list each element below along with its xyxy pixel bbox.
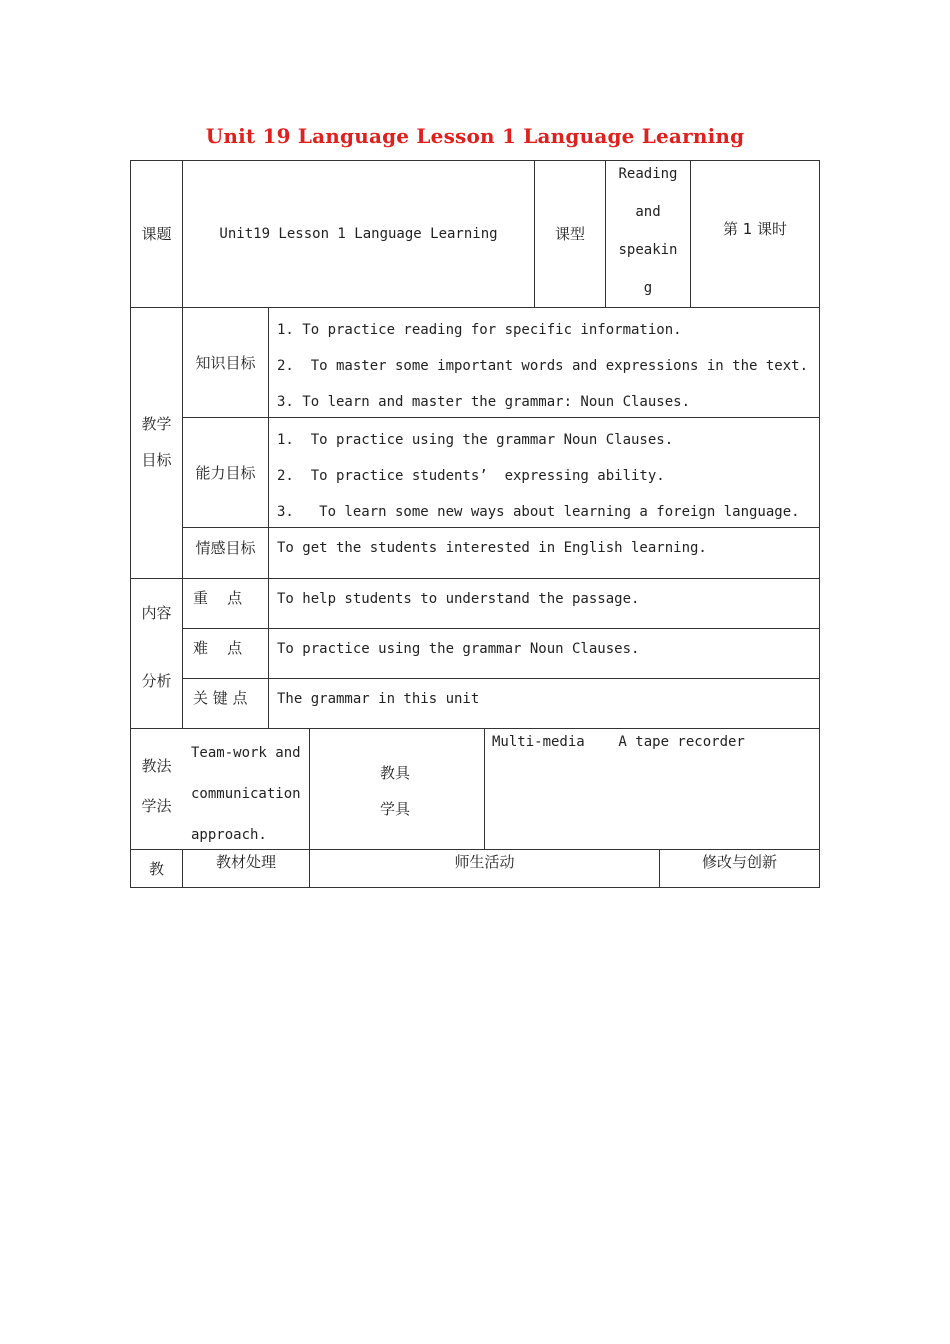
knowledge-objective-label: 知识目标 [195,353,256,372]
lesson-type-line: g [643,280,653,296]
list-item: 3. To learn some new ways about learning a foreign language. [277,504,800,520]
tools-label-line: 学具 [380,800,411,818]
methods-text [191,733,309,856]
crucial-point-label: 关 键 点 [193,689,248,707]
column-revision-innovation: 修改与创新 [701,853,777,871]
list-item: 2. To master some important words and expressions in the text. [277,358,809,374]
column-teacher-student-activity: 师生活动 [454,853,515,871]
period-label: 第 1 课时 [722,220,788,238]
lesson-type-label: 课型 [554,225,585,243]
crucial-point-text: The grammar in this unit [277,691,480,707]
methods-line: communication [191,786,301,802]
methods-label-line: 教法 [141,757,172,775]
emotion-objective-label: 情感目标 [195,539,256,557]
list-item: 1. To practice using the grammar Noun Clauses. [277,432,674,448]
topic-value: Unit19 Lesson 1 Language Learning [219,226,498,242]
emotion-objective-text: To get the students interested in English learning. [277,540,707,556]
difficult-point-text: To practice using the grammar Noun Clauses. [277,641,640,657]
methods-label-line: 学法 [141,797,172,815]
key-point-label: 重 点 [193,589,243,607]
objectives-label-line: 目标 [141,451,172,469]
content-analysis-label-line: 内容 [141,604,172,622]
methods-group-label [131,746,182,826]
list-item: 1. To practice reading for specific information. [277,322,682,338]
list-item: 3. To learn and master the grammar: Noun Clauses. [277,394,691,410]
tools-text: Multi-media A tape recorder [492,734,745,750]
column-material-processing: 教材处理 [215,853,276,871]
lesson-type-value [606,164,690,304]
methods-line: approach. [191,827,267,843]
content-analysis-group-label [131,597,182,697]
lesson-type-line: speakin [618,242,678,258]
lesson-type-line: and [635,204,661,220]
tools-label-line: 教具 [380,764,411,782]
last-row-label: 教 [148,860,164,878]
lesson-type-line: Reading [618,166,678,182]
ability-objective-list [277,422,817,530]
objectives-label-line: 教学 [141,415,172,433]
methods-line: Team-work and [191,745,301,761]
content-analysis-label-line: 分析 [141,672,172,690]
objectives-group-label [131,406,182,478]
tools-label [380,755,440,827]
topic-label: 课题 [141,225,172,243]
list-item: 2. To practice students’ expressing ability. [277,468,665,484]
difficult-point-label: 难 点 [193,639,243,657]
key-point-text: To help students to understand the passage. [277,591,640,607]
ability-objective-label: 能力目标 [195,463,256,482]
document-title: Unit 19 Language Lesson 1 Language Learning [205,124,745,148]
knowledge-objective-list [277,312,817,420]
